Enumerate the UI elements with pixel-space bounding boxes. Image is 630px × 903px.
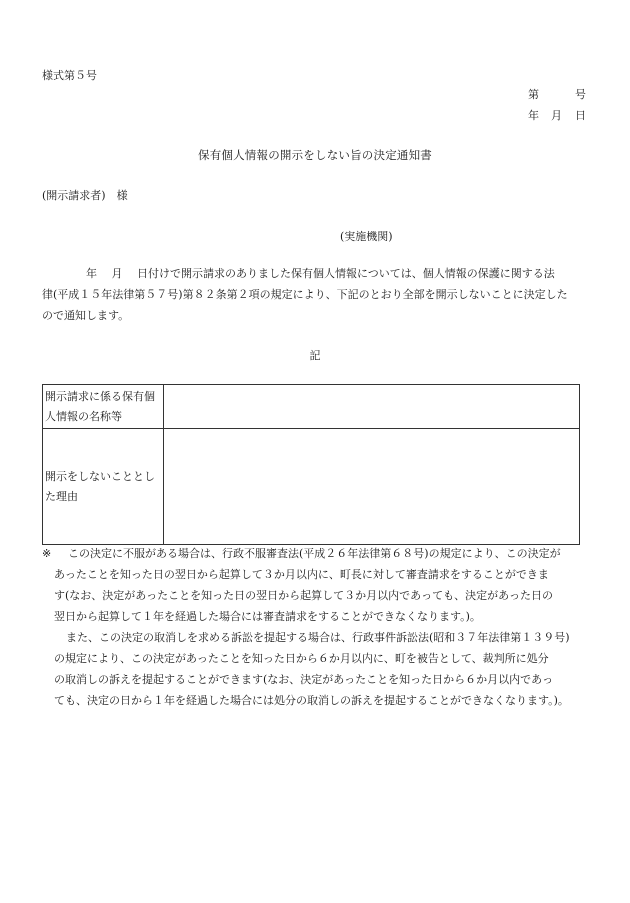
note-line: また、この決定の取消しを求める訴訟を提起する場合は、行政事件訴訟法(昭和３７年法律第１３９号) [66, 631, 570, 644]
implementing-agency: (実施機関) [340, 230, 393, 243]
form-number: 様式第５号 [42, 69, 97, 82]
date-year: 年 [528, 109, 539, 122]
note-line: の規定により、この決定があったことを知った日から６か月以内に、町を被告として、裁判所に処分 [54, 652, 549, 665]
row-header-line: 開示をしないこととし [45, 469, 155, 483]
ki-label: 記 [309, 349, 321, 362]
date-month: 月 [551, 109, 562, 122]
document-title: 保有個人情報の開示をしない旨の決定通知書 [198, 148, 432, 162]
number-prefix: 第 [528, 88, 539, 101]
recipient: (開示請求者) 様 [42, 189, 128, 202]
note-mark: ※ [42, 547, 52, 560]
table-row [43, 429, 580, 545]
note-line: す(なお、決定があったことを知った日の翌日から起算して３か月以内であっても、決定があった日の [54, 589, 553, 602]
row-header-line: 人情報の名称等 [45, 409, 122, 423]
note-line: この決定に不服がある場合は、行政不服審査法(平成２６年法律第６８号)の規定により、この決定が [68, 547, 561, 560]
table-row [43, 385, 580, 429]
note-line: ても、決定の日から１年を経過した場合には処分の取消しの訴えを提起することができなくなります。)。 [54, 694, 569, 707]
row-header-line: た理由 [45, 489, 78, 503]
date-day: 日 [575, 109, 586, 122]
row-header-line: 開示請求に係る保有個 [45, 389, 155, 403]
reason-value [164, 429, 580, 545]
info-name-value [164, 385, 580, 429]
body-line: 年 月 日付けで開示請求のありました保有個人情報については、個人情報の保護に関する法 [42, 267, 555, 280]
record-table [42, 384, 580, 545]
body-line: ので通知します。 [42, 309, 130, 322]
row-header-info-name [43, 385, 164, 429]
row-header-reason [43, 429, 164, 545]
number-suffix: 号 [575, 88, 586, 101]
note-line: の取消しの訴えを提起することができます(なお、決定があったことを知った日から６か月以内であっ [54, 673, 554, 686]
note-line: 翌日から起算して１年を経過した場合には審査請求をすることができなくなります。)。 [54, 610, 481, 623]
note-line: あったことを知った日の翌日から起算して３か月以内に、町長に対して審査請求をすることができま [54, 568, 549, 581]
body-line: 律(平成１５年法律第５７号)第８２条第２項の規定により、下記のとおり全部を開示しないことに決定した [42, 288, 568, 301]
